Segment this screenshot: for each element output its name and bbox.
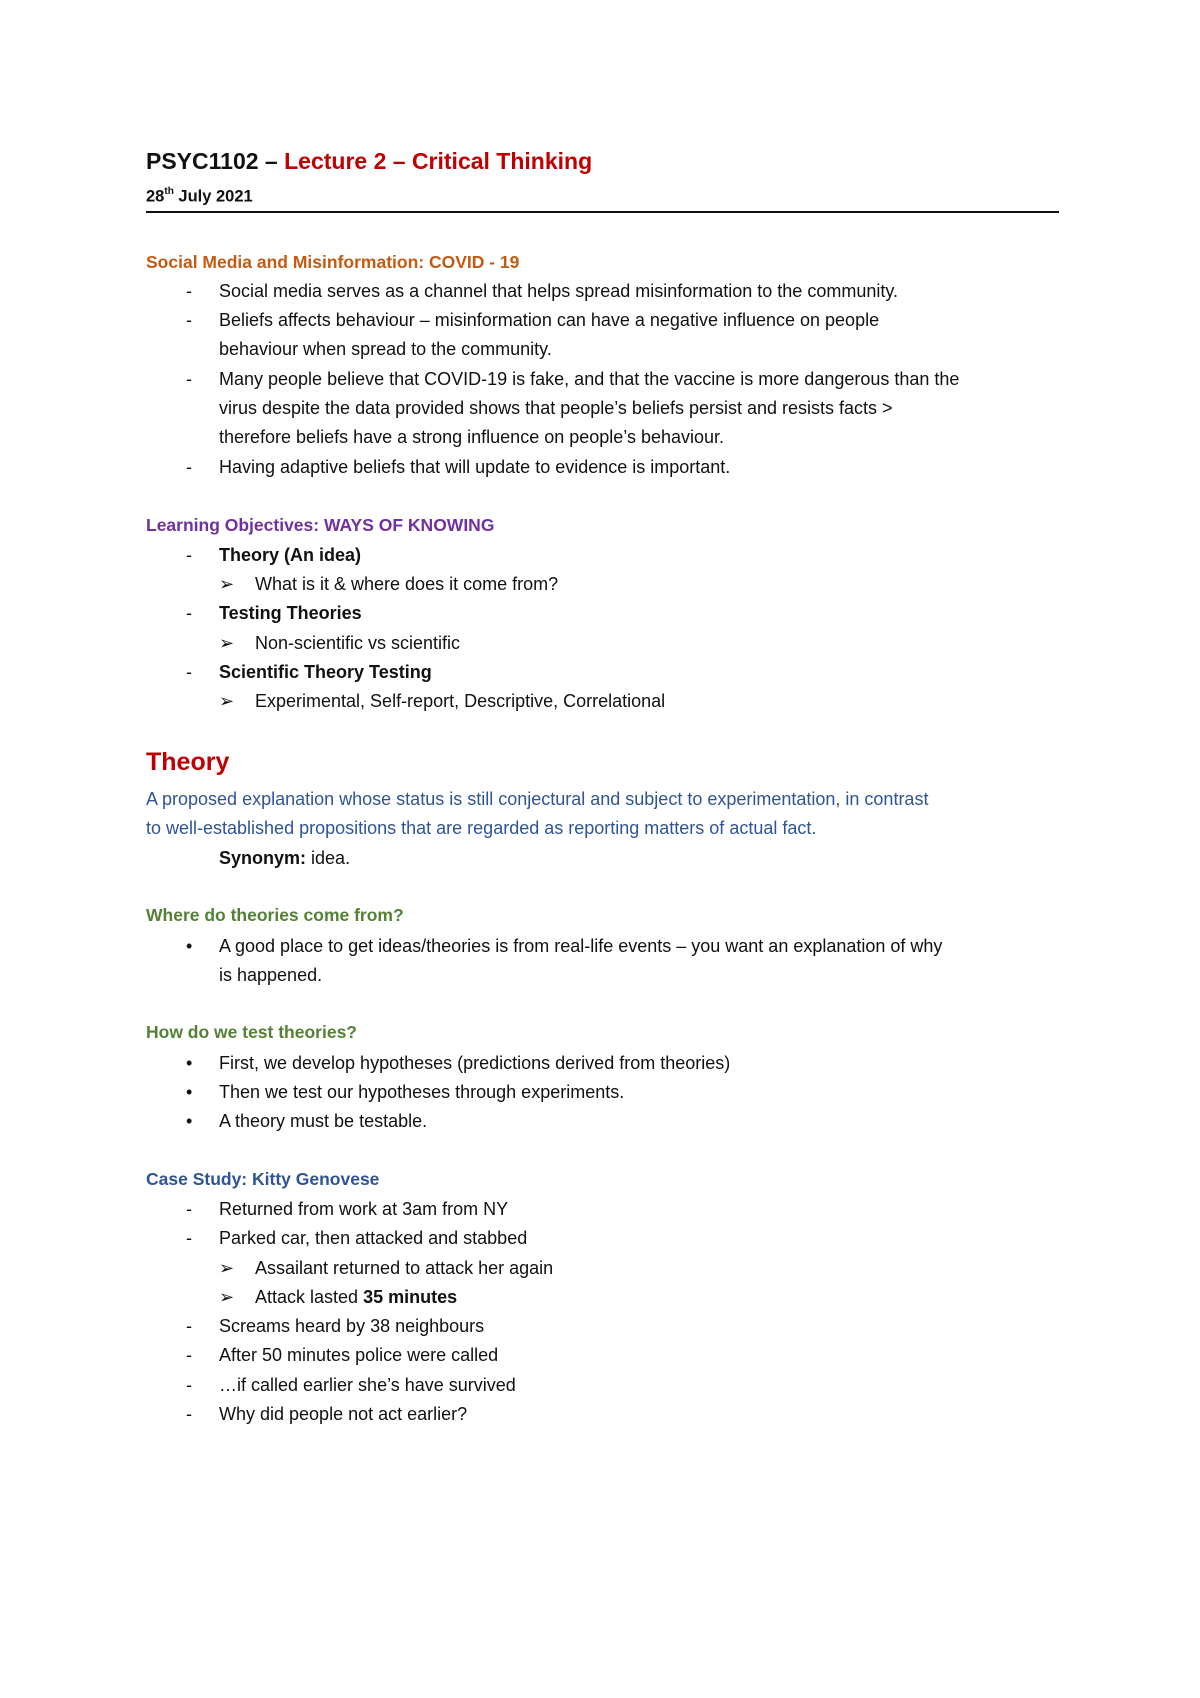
attack-lasted-text: Attack lasted xyxy=(255,1287,359,1307)
arrow-bullet-icon: ➢ xyxy=(219,574,235,594)
definition-line: A proposed explanation whose status is still conjectural and subject to experimentation, in contrast xyxy=(146,789,929,809)
theory-heading: Theory xyxy=(146,748,230,776)
case-study-heading: Case Study: Kitty Genovese xyxy=(146,1169,380,1189)
bullet-dot: • xyxy=(186,936,193,956)
list-item-continuation: is happened. xyxy=(219,965,323,985)
learning-objectives-heading: Learning Objectives: WAYS OF KNOWING xyxy=(146,515,495,535)
dash-marker: - xyxy=(186,1316,192,1336)
dash-marker: - xyxy=(186,603,192,623)
date-suffix: th xyxy=(164,186,174,197)
bullet-dot: • xyxy=(186,1111,193,1131)
arrow-bullet-icon: ➢ xyxy=(219,633,235,653)
list-item: Then we test our hypotheses through experiments. xyxy=(219,1082,625,1102)
list-item: Scientific Theory Testing xyxy=(219,662,432,682)
list-item: Theory (An idea) xyxy=(219,545,362,565)
dash-marker: - xyxy=(186,1404,192,1424)
list-item: Why did people not act earlier? xyxy=(219,1404,468,1424)
attack-duration: 35 minutes xyxy=(363,1287,458,1307)
list-item: Testing Theories xyxy=(219,603,362,623)
dash-marker: - xyxy=(186,662,192,682)
list-item: …if called earlier she’s have survived xyxy=(219,1375,516,1395)
list-item: Social media serves as a channel that helps spread misinformation to the community. xyxy=(219,281,898,301)
dash-marker: - xyxy=(186,281,192,301)
dash-marker: - xyxy=(186,369,192,389)
list-item: Screams heard by 38 neighbours xyxy=(219,1316,485,1336)
date-rest: July 2021 xyxy=(178,187,253,206)
dash-marker: - xyxy=(186,457,192,477)
list-item: First, we develop hypotheses (predictions derived from theories) xyxy=(219,1053,731,1073)
course-code: PSYC1102 xyxy=(146,148,259,174)
dash-marker: - xyxy=(186,1345,192,1365)
dash-marker: - xyxy=(186,1199,192,1219)
sub-list-item: Experimental, Self-report, Descriptive, Correlational xyxy=(255,691,666,711)
dash-marker: - xyxy=(186,1375,192,1395)
synonym-line xyxy=(219,847,350,869)
title-dash: – xyxy=(264,148,278,174)
definition-line: to well-established propositions that are regarded as reporting matters of actual fact. xyxy=(146,818,817,838)
sub-list-item xyxy=(255,1286,457,1308)
synonym-label: Synonym: xyxy=(219,848,307,868)
sub-list-item: Non-scientific vs scientific xyxy=(255,633,461,653)
arrow-bullet-icon: ➢ xyxy=(219,691,235,711)
dash-marker: - xyxy=(186,1228,192,1248)
title-divider xyxy=(146,211,1059,213)
list-item-continuation: therefore beliefs have a strong influence on people’s behaviour. xyxy=(219,427,725,447)
synonym-value: idea. xyxy=(311,848,351,868)
list-item: Having adaptive beliefs that will update to evidence is important. xyxy=(219,457,731,477)
dash-marker: - xyxy=(186,310,192,330)
arrow-bullet-icon: ➢ xyxy=(219,1258,235,1278)
lecture-title: Lecture 2 – Critical Thinking xyxy=(284,148,593,174)
list-item: Beliefs affects behaviour – misinformation can have a negative influence on people xyxy=(219,310,880,330)
list-item: After 50 minutes police were called xyxy=(219,1345,499,1365)
bullet-dot: • xyxy=(186,1082,193,1102)
list-item: A good place to get ideas/theories is from real-life events – you want an explanation of why xyxy=(219,936,943,956)
date-day: 28 xyxy=(146,187,165,206)
page-title xyxy=(146,148,592,175)
where-theories-heading: Where do theories come from? xyxy=(146,905,404,925)
social-media-heading: Social Media and Misinformation: COVID - 19 xyxy=(146,252,520,272)
lecture-date xyxy=(146,187,253,207)
list-item: Many people believe that COVID-19 is fake, and that the vaccine is more dangerous than the xyxy=(219,369,960,389)
dash-marker: - xyxy=(186,545,192,565)
list-item: A theory must be testable. xyxy=(219,1111,428,1131)
list-item: Returned from work at 3am from NY xyxy=(219,1199,509,1219)
bullet-dot: • xyxy=(186,1053,193,1073)
list-item-continuation: behaviour when spread to the community. xyxy=(219,339,552,359)
list-item: Parked car, then attacked and stabbed xyxy=(219,1228,528,1248)
sub-list-item: What is it & where does it come from? xyxy=(255,574,559,594)
sub-list-item: Assailant returned to attack her again xyxy=(255,1258,554,1278)
list-item-continuation: virus despite the data provided shows that people’s beliefs persist and resists facts > xyxy=(219,398,893,418)
how-test-heading: How do we test theories? xyxy=(146,1022,357,1042)
arrow-bullet-icon: ➢ xyxy=(219,1287,235,1307)
